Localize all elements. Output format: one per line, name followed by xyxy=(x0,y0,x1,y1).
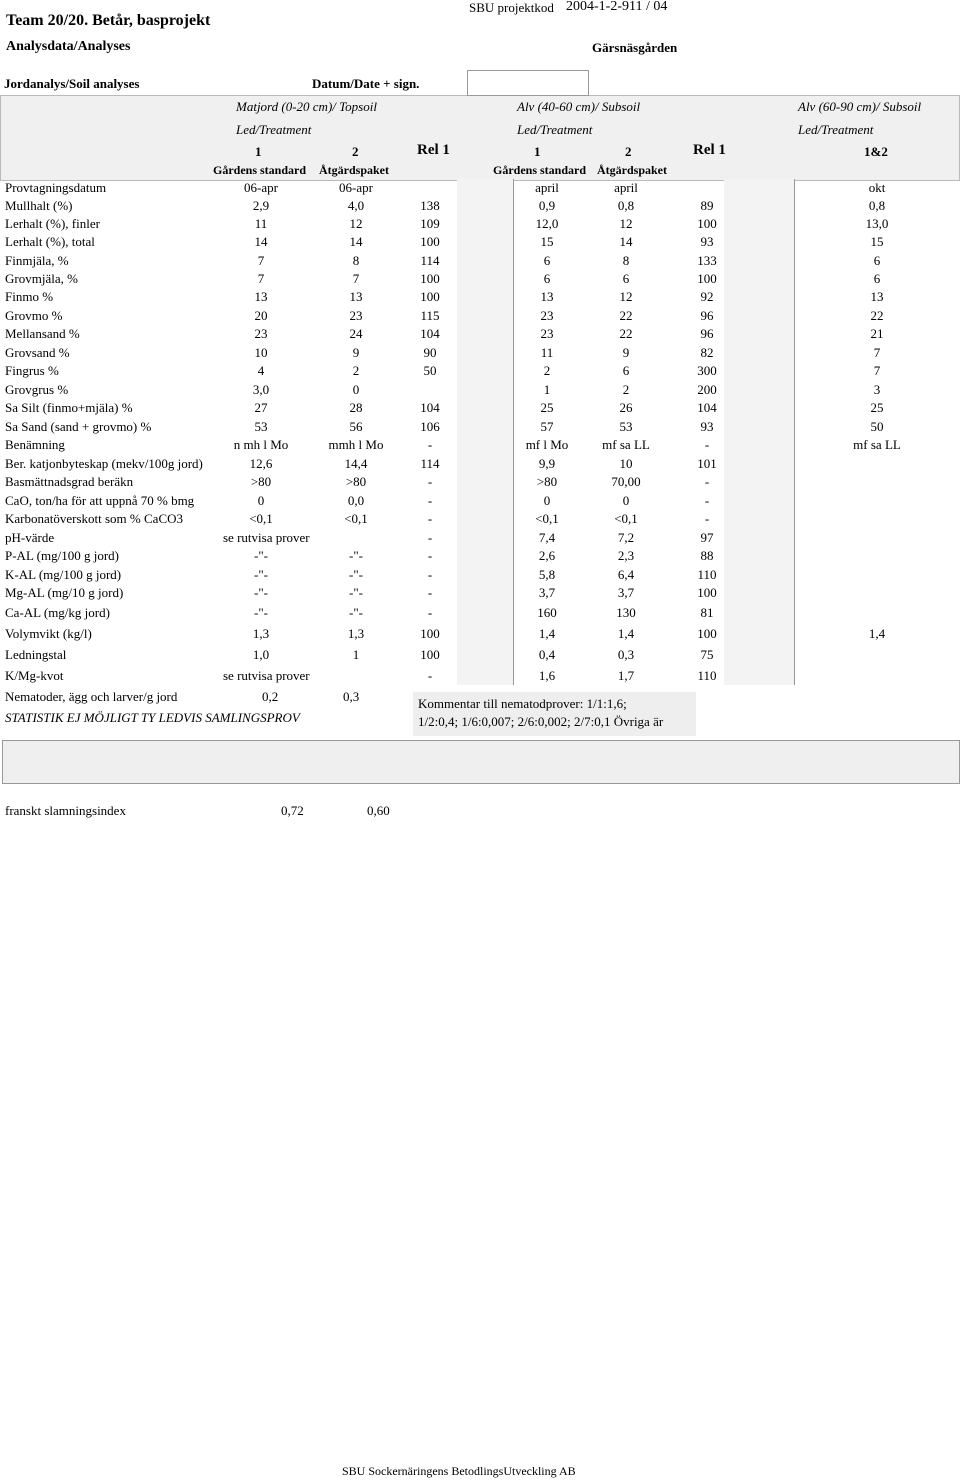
col-name: Åtgärdspaket xyxy=(597,163,668,177)
row-label: Volymvikt (kg/l) xyxy=(5,626,92,641)
row-label: Grovmo % xyxy=(5,308,63,323)
row-value: 10 xyxy=(619,456,633,471)
row-value: 1,4 xyxy=(617,626,635,641)
row-value: <0,1 xyxy=(249,511,273,526)
row-value: - xyxy=(427,585,433,600)
row-value: -"- xyxy=(254,548,268,563)
row-value: 104 xyxy=(697,400,717,415)
row-label: Grovmjäla, % xyxy=(5,271,78,286)
row-label: K-AL (mg/100 g jord) xyxy=(5,567,122,582)
row-value: 89 xyxy=(700,198,714,213)
table-row xyxy=(0,253,960,271)
section-label: Jordanalys/Soil analyses xyxy=(4,76,140,91)
table-row xyxy=(0,271,960,289)
row-label: Ca-AL (mg/kg jord) xyxy=(5,605,110,620)
row-value: >80 xyxy=(250,474,272,489)
farm-name: Gärsnäsgården xyxy=(592,40,678,55)
date-sign-box[interactable] xyxy=(467,70,589,96)
nematode-value-1: 0,2 xyxy=(262,689,279,704)
row-value: 13,0 xyxy=(865,216,889,231)
row-value: - xyxy=(427,437,433,452)
row-value: 1,3 xyxy=(252,626,270,641)
row-value: mf sa LL xyxy=(602,437,650,452)
row-value: 96 xyxy=(700,326,714,341)
row-value: 109 xyxy=(420,216,440,231)
row-value: 14,4 xyxy=(344,456,368,471)
row-value: 2 xyxy=(352,363,360,378)
row-value: 104 xyxy=(420,400,440,415)
row-value: 14 xyxy=(254,234,268,249)
row-value: 110 xyxy=(697,567,717,582)
row-value: 97 xyxy=(700,530,714,545)
slam-index-label: franskt slamningsindex xyxy=(5,803,126,818)
row-value: 0,0 xyxy=(347,493,365,508)
row-value: 110 xyxy=(697,668,717,683)
row-value: - xyxy=(704,511,710,526)
row-value: 100 xyxy=(697,271,717,286)
row-value: 4,0 xyxy=(347,198,365,213)
row-value: 0,8 xyxy=(868,198,886,213)
row-value: 3,7 xyxy=(617,585,635,600)
row-value: 13 xyxy=(870,289,884,304)
row-value: -"- xyxy=(349,605,363,620)
col-num: Rel 1 xyxy=(693,142,726,158)
row-label: Sa Sand (sand + grovmo) % xyxy=(5,419,152,434)
row-value: 5,8 xyxy=(538,567,556,582)
col-num: 2 xyxy=(625,144,632,159)
row-value: mmh l Mo xyxy=(328,437,384,452)
row-value: 13 xyxy=(349,289,363,304)
row-value: 2,9 xyxy=(252,198,270,213)
table-row xyxy=(0,647,960,665)
row-value: - xyxy=(427,474,433,489)
row-value: 101 xyxy=(697,456,717,471)
table-row xyxy=(0,363,960,381)
row-value: 70,00 xyxy=(611,474,641,489)
table-row xyxy=(0,419,960,437)
group-subsoil-60-treatment: Led/Treatment xyxy=(798,122,874,137)
table-row xyxy=(0,216,960,234)
nematode-label: Nematoder, ägg och larver/g jord xyxy=(5,689,178,704)
row-value: 6 xyxy=(622,363,630,378)
row-value: 2,6 xyxy=(538,548,556,563)
row-value: - xyxy=(427,511,433,526)
row-value: 25 xyxy=(870,400,884,415)
row-value: 7 xyxy=(873,345,881,360)
row-value: - xyxy=(427,530,433,545)
row-value: 6,4 xyxy=(617,567,635,582)
row-value: 9,9 xyxy=(538,456,556,471)
row-value: 23 xyxy=(254,326,268,341)
row-value: 7,4 xyxy=(538,530,556,545)
row-value: 9 xyxy=(622,345,630,360)
row-value: 100 xyxy=(697,216,717,231)
table-row xyxy=(0,180,960,198)
row-value: 15 xyxy=(540,234,554,249)
table-row xyxy=(0,668,960,686)
footer-org: SBU Sockernäringens BetodlingsUtveckling AB xyxy=(342,1464,576,1478)
nematode-comment-line2: 1/2:0,4; 1/6:0,007; 2/6:0,002; 2/7:0,1 Övriga är xyxy=(418,714,664,729)
row-value: 22 xyxy=(619,326,633,341)
table-row xyxy=(0,326,960,344)
table-row xyxy=(0,585,960,603)
row-value: 104 xyxy=(420,326,440,341)
row-value: 0 xyxy=(622,493,630,508)
row-value: 82 xyxy=(700,345,714,360)
row-label: Lerhalt (%), finler xyxy=(5,216,100,231)
table-row xyxy=(0,289,960,307)
group-subsoil-40-title: Alv (40-60 cm)/ Subsoil xyxy=(517,99,641,114)
row-value: mf l Mo xyxy=(525,437,569,452)
row-label: Grovgrus % xyxy=(5,382,69,397)
table-row xyxy=(0,198,960,216)
row-value: 200 xyxy=(697,382,717,397)
row-value: 3 xyxy=(873,382,881,397)
row-label: Provtagningsdatum xyxy=(5,180,107,195)
row-value: -"- xyxy=(254,605,268,620)
row-value: 14 xyxy=(349,234,363,249)
row-value: 22 xyxy=(870,308,884,323)
nematode-value-2: 0,3 xyxy=(343,689,360,704)
row-value: okt xyxy=(868,180,886,195)
row-value: 6 xyxy=(622,271,630,286)
row-value: 12 xyxy=(619,216,633,231)
row-value: 1,4 xyxy=(538,626,556,641)
row-value: 100 xyxy=(420,234,440,249)
row-value: 23 xyxy=(349,308,363,323)
row-value: 100 xyxy=(697,585,717,600)
row-value: -"- xyxy=(349,567,363,582)
row-value: 57 xyxy=(540,419,554,434)
project-code: 2004-1-2-911 / 04 xyxy=(566,0,668,14)
table-row xyxy=(0,456,960,474)
row-label: pH-värde xyxy=(5,530,55,545)
row-label: Mg-AL (mg/10 g jord) xyxy=(5,585,124,600)
row-value: 11 xyxy=(540,345,554,360)
row-value: 0,3 xyxy=(617,647,635,662)
col-name: Gårdens standard xyxy=(493,163,587,177)
slam-index-value-2: 0,60 xyxy=(367,803,390,818)
row-value: 3,0 xyxy=(252,382,270,397)
row-value: 160 xyxy=(537,605,557,620)
row-value: 12 xyxy=(619,289,633,304)
row-value: 100 xyxy=(420,271,440,286)
table-row xyxy=(0,400,960,418)
row-value: 93 xyxy=(700,234,714,249)
row-value: 7 xyxy=(352,271,360,286)
row-value: <0,1 xyxy=(614,511,638,526)
row-value: 12,6 xyxy=(249,456,273,471)
table-row xyxy=(0,567,960,585)
row-value: 1 xyxy=(543,382,551,397)
row-value: 4 xyxy=(257,363,265,378)
row-value: 53 xyxy=(619,419,633,434)
row-value: 100 xyxy=(420,289,440,304)
table-row xyxy=(0,548,960,566)
row-value: 53 xyxy=(254,419,268,434)
row-value: 1,4 xyxy=(868,626,886,641)
col-num: 1&2 xyxy=(864,144,888,159)
row-value: 100 xyxy=(420,626,440,641)
row-value: 100 xyxy=(420,647,440,662)
row-value: 11 xyxy=(254,216,268,231)
row-value: >80 xyxy=(536,474,558,489)
table-row xyxy=(0,474,960,492)
row-value: >80 xyxy=(345,474,367,489)
row-value: 06-apr xyxy=(339,180,373,195)
row-value: 1 xyxy=(352,647,360,662)
group-subsoil-60-title: Alv (60-90 cm)/ Subsoil xyxy=(798,99,922,114)
row-value: 92 xyxy=(700,289,714,304)
table-row xyxy=(0,493,960,511)
row-value: - xyxy=(704,474,710,489)
row-value: 7 xyxy=(257,253,265,268)
row-value: 10 xyxy=(254,345,268,360)
row-value: 12,0 xyxy=(535,216,559,231)
group-topsoil-title: Matjord (0-20 cm)/ Topsoil xyxy=(236,99,377,114)
row-value: 7 xyxy=(257,271,265,286)
row-value: -"- xyxy=(254,585,268,600)
row-value: 50 xyxy=(423,363,437,378)
row-value: 50 xyxy=(870,419,884,434)
row-value: 13 xyxy=(254,289,268,304)
row-label: CaO, ton/ha för att uppnå 70 % bmg xyxy=(5,493,195,508)
row-value: - xyxy=(427,493,433,508)
col-num: 2 xyxy=(352,144,359,159)
table-row xyxy=(0,234,960,252)
table-row xyxy=(0,437,960,455)
table-row xyxy=(0,308,960,326)
row-value: 106 xyxy=(420,419,440,434)
table-row xyxy=(0,345,960,363)
row-value: april xyxy=(535,180,559,195)
row-value: 24 xyxy=(349,326,363,341)
row-value: - xyxy=(427,548,433,563)
row-value: 1,3 xyxy=(347,626,365,641)
table-row xyxy=(0,511,960,529)
row-value: 27 xyxy=(254,400,268,415)
row-value: - xyxy=(427,605,433,620)
row-value: 20 xyxy=(254,308,268,323)
row-value: 26 xyxy=(619,400,633,415)
row-label: Ledningstal xyxy=(5,647,67,662)
group-topsoil-treatment: Led/Treatment xyxy=(236,122,312,137)
row-value: 6 xyxy=(873,253,881,268)
slam-index-value-1: 0,72 xyxy=(281,803,304,818)
row-value: 0 xyxy=(543,493,551,508)
table-row xyxy=(0,626,960,644)
row-value: 90 xyxy=(423,345,437,360)
row-value: 2,3 xyxy=(617,548,635,563)
row-value: n mh l Mo xyxy=(233,437,289,452)
row-label: Sa Silt (finmo+mjäla) % xyxy=(5,400,133,415)
row-value: 114 xyxy=(420,253,440,268)
row-value: se rutvisa prover xyxy=(223,668,310,683)
row-value: 75 xyxy=(700,647,714,662)
row-value: 96 xyxy=(700,308,714,323)
row-value: 300 xyxy=(697,363,717,378)
col-num: 1 xyxy=(534,144,541,159)
row-value: 7,2 xyxy=(617,530,635,545)
row-value: - xyxy=(427,668,433,683)
row-value: 93 xyxy=(700,419,714,434)
row-value: 2 xyxy=(543,363,551,378)
row-label: Fingrus % xyxy=(5,363,59,378)
row-value: 8 xyxy=(352,253,360,268)
row-value: 06-apr xyxy=(244,180,278,195)
row-value: 13 xyxy=(540,289,554,304)
row-label: Grovsand % xyxy=(5,345,70,360)
row-value: 8 xyxy=(622,253,630,268)
row-value: se rutvisa prover xyxy=(223,530,310,545)
row-value: 6 xyxy=(873,271,881,286)
col-name: Åtgärdspaket xyxy=(319,163,390,177)
project-code-label: SBU projektkod xyxy=(469,0,554,15)
row-value: 28 xyxy=(349,400,363,415)
group-subsoil-40-treatment: Led/Treatment xyxy=(517,122,593,137)
table-row xyxy=(0,382,960,400)
row-value: 22 xyxy=(619,308,633,323)
row-value: 56 xyxy=(349,419,363,434)
row-value: 15 xyxy=(870,234,884,249)
row-value: 6 xyxy=(543,253,551,268)
row-value: 0,4 xyxy=(538,647,556,662)
row-label: P-AL (mg/100 g jord) xyxy=(5,548,119,563)
page-title: Team 20/20. Betår, basprojekt xyxy=(6,12,211,29)
row-value: 14 xyxy=(619,234,633,249)
row-label: Mellansand % xyxy=(5,326,80,341)
table-row xyxy=(0,605,960,623)
col-num: 1 xyxy=(255,144,262,159)
row-value: - xyxy=(704,493,710,508)
row-value: 9 xyxy=(352,345,360,360)
comment-area[interactable] xyxy=(2,740,960,784)
row-value: 138 xyxy=(420,198,440,213)
row-value: 23 xyxy=(540,308,554,323)
col-num: Rel 1 xyxy=(417,142,450,158)
date-label: Datum/Date + sign. xyxy=(312,76,420,91)
row-value: <0,1 xyxy=(535,511,559,526)
row-value: 1,7 xyxy=(617,668,635,683)
row-value: 133 xyxy=(697,253,717,268)
row-value: 0,8 xyxy=(617,198,635,213)
row-value: -"- xyxy=(349,585,363,600)
row-label: Karbonatöverskott som % CaCO3 xyxy=(5,511,184,526)
row-value: april xyxy=(614,180,638,195)
row-label: K/Mg-kvot xyxy=(5,668,64,683)
row-value: 7 xyxy=(873,363,881,378)
page-subtitle: Analysdata/Analyses xyxy=(6,39,131,54)
row-value: 25 xyxy=(540,400,554,415)
row-value: <0,1 xyxy=(344,511,368,526)
row-value: 12 xyxy=(349,216,363,231)
row-value: 81 xyxy=(700,605,714,620)
row-value: 114 xyxy=(420,456,440,471)
row-value: - xyxy=(427,567,433,582)
nematode-comment-line1: Kommentar till nematodprover: 1/1:1,6; xyxy=(418,696,627,711)
row-label: Basmättnadsgrad beräkn xyxy=(5,474,134,489)
row-value: 0 xyxy=(352,382,360,397)
row-value: 3,7 xyxy=(538,585,556,600)
row-value: 21 xyxy=(870,326,884,341)
row-label: Mullhalt (%) xyxy=(5,198,73,213)
row-label: Finmjäla, % xyxy=(5,253,69,268)
row-value: 0,9 xyxy=(538,198,556,213)
row-value: 100 xyxy=(697,626,717,641)
row-value: 6 xyxy=(543,271,551,286)
col-name: Gårdens standard xyxy=(213,163,307,177)
row-label: Ber. katjonbyteskap (mekv/100g jord) xyxy=(5,456,203,471)
row-value: 1,6 xyxy=(538,668,556,683)
row-value: 0 xyxy=(257,493,265,508)
row-label: Finmo % xyxy=(5,289,54,304)
row-value: 115 xyxy=(420,308,440,323)
row-value: -"- xyxy=(254,567,268,582)
nematode-note: STATISTIK EJ MÖJLIGT TY LEDVIS SAMLINGSPROV xyxy=(5,710,300,725)
row-value: 2 xyxy=(622,382,630,397)
row-value: -"- xyxy=(349,548,363,563)
row-value: 1,0 xyxy=(252,647,270,662)
row-value: 23 xyxy=(540,326,554,341)
row-value: - xyxy=(704,437,710,452)
row-label: Lerhalt (%), total xyxy=(5,234,95,249)
table-row xyxy=(0,530,960,548)
row-value: 130 xyxy=(616,605,636,620)
row-label: Benämning xyxy=(5,437,65,452)
row-value: mf sa LL xyxy=(853,437,901,452)
row-value: 88 xyxy=(700,548,714,563)
